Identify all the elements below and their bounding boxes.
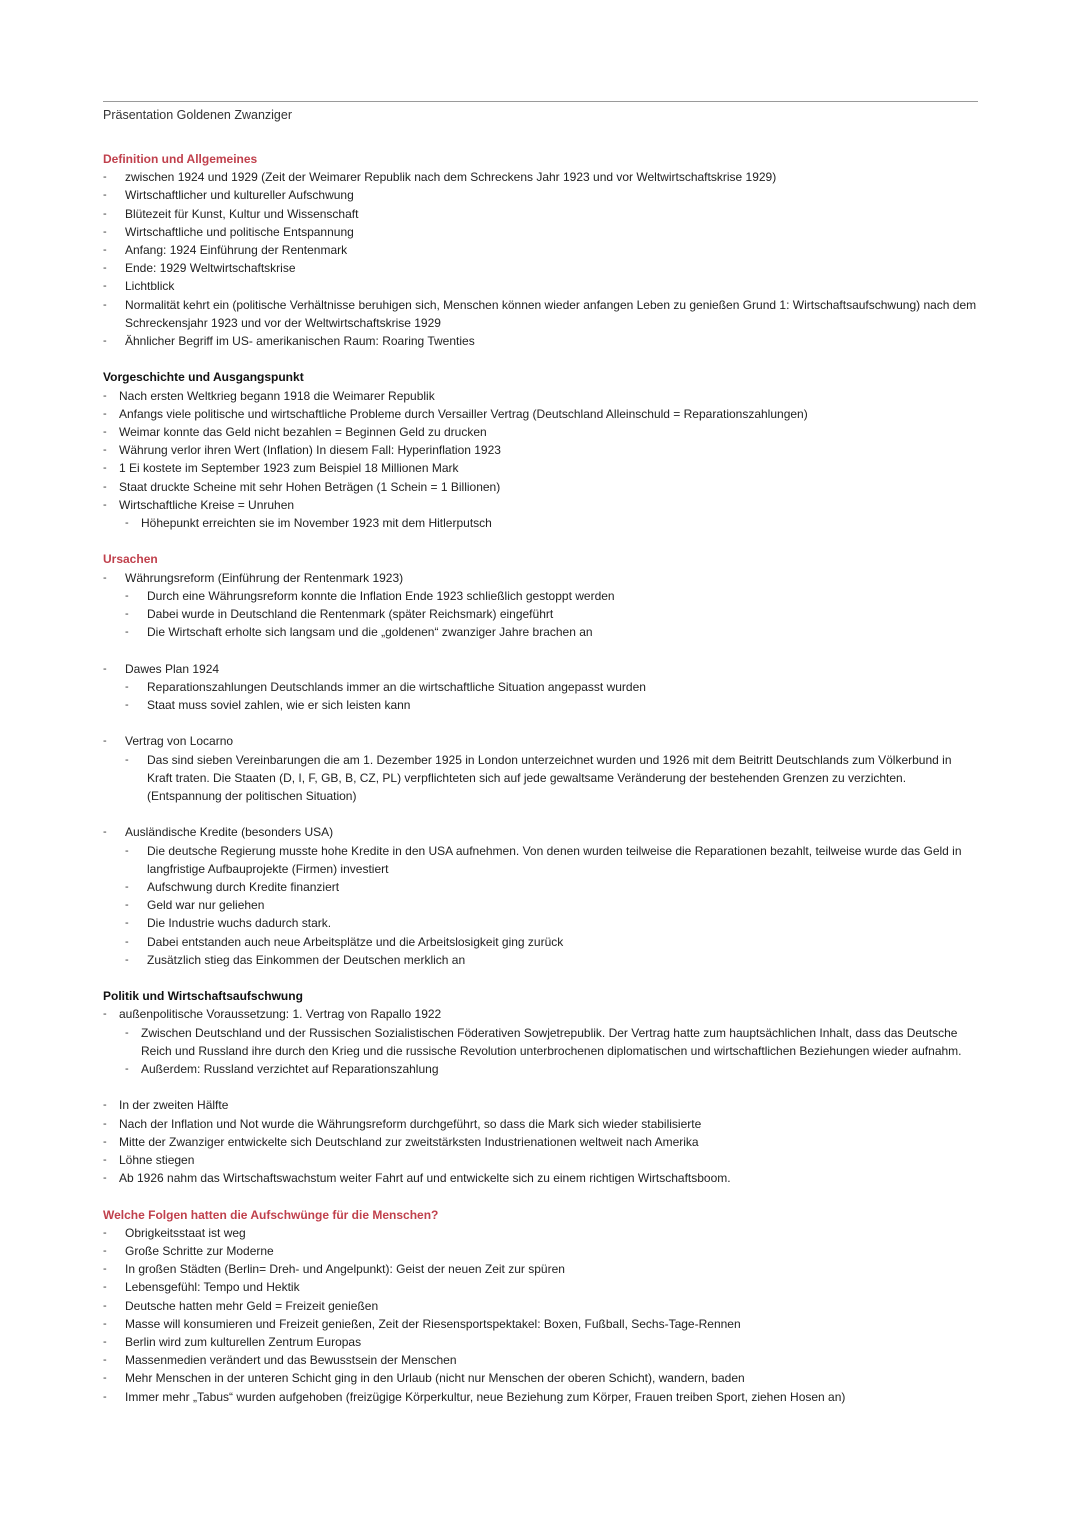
list-item — [103, 660, 978, 678]
list-item — [103, 514, 978, 532]
dash-bullet-icon: - — [125, 626, 129, 639]
list-item — [103, 1278, 978, 1296]
list-item — [103, 933, 978, 951]
list-item-text: Durch eine Währungsreform konnte die Inflation Ende 1923 schließlich gestoppt werden — [147, 588, 615, 603]
dash-bullet-icon: - — [103, 389, 107, 402]
list-item-text: Zwischen Deutschland und der Russischen Sozialistischen Föderativen Sowjetrepublik. Der Vertrag hatte zum hauptsächlichen Inhalt, dass das Deutsche Reich und Russland ihre durch den Krieg und die russische Revolution unterbrochenen diplomatischen und wirtschaftlichen Beziehungen wieder aufnahm. — [141, 1025, 962, 1058]
list-item-text: Vertrag von Locarno — [125, 734, 234, 749]
list-item — [103, 678, 978, 696]
dash-bullet-icon: - — [103, 1317, 107, 1330]
list-item — [103, 459, 978, 477]
dash-bullet-icon: - — [103, 244, 107, 256]
list-item — [103, 914, 978, 932]
list-item — [103, 587, 978, 605]
dash-bullet-icon: - — [103, 171, 107, 184]
list-item-text: Das sind sieben Vereinbarungen die am 1. Dezember 1925 in London unterzeichnet wurden und 1926 mit dem Beitritt Deutschlands zum Völkerbund in Kraft traten. Die Staaten (D, I, F, GB, B, CZ, PL) verpflichteten sich auf jede gewaltsame Veränderung der bestehenden Grenzen zu verzichten. (Entspannung der politischen Situation) — [147, 752, 952, 803]
list-item — [103, 223, 978, 241]
list-item-text: Ab 1926 nahm das Wirtschaftswachstum weiter Fahrt auf und entwickelte sich zu einem richtigen Wirtschaftsboom. — [119, 1171, 731, 1186]
list-item-text: Obrigkeitsstaat ist weg — [125, 1225, 246, 1240]
dash-bullet-icon: - — [103, 662, 107, 675]
list-item-text: Weimar konnte das Geld nicht bezahlen = Beginnen Geld zu drucken — [119, 425, 487, 439]
list-item-text: Berlin wird zum kulturellen Zentrum Europas — [125, 1335, 362, 1349]
dash-bullet-icon: - — [125, 608, 129, 620]
list-item — [103, 496, 978, 514]
list-item-text: Zusätzlich stieg das Einkommen der Deutschen merklich an — [147, 952, 466, 967]
list-item — [103, 277, 978, 295]
section-heading: Politik und Wirtschaftsaufschwung — [103, 989, 303, 1004]
section-heading: Welche Folgen hatten die Aufschwünge für die Menschen? — [103, 1207, 439, 1222]
list-item-text: außenpolitische Voraussetzung: 1. Vertrag von Rapallo 1922 — [119, 1007, 442, 1022]
dash-bullet-icon: - — [125, 589, 129, 602]
list-item — [103, 1242, 978, 1260]
list-item-text: Staat muss soviel zahlen, wie er sich leisten kann — [147, 698, 411, 712]
list-item-text: Immer mehr „Tabus“ wurden aufgehoben (freizügige Körperkultur, neue Beziehung zum Körper, Frauen treiben Sport, ziehen Hosen an) — [125, 1389, 846, 1404]
dash-bullet-icon: - — [125, 753, 129, 766]
list-item — [103, 296, 978, 332]
list-item — [103, 332, 978, 350]
paragraph-gap — [103, 805, 978, 823]
list-item-text: Die Industrie wuchs dadurch stark. — [147, 916, 332, 931]
list-item — [103, 168, 978, 186]
dash-bullet-icon: - — [103, 225, 107, 238]
list-item — [103, 1224, 978, 1242]
list-item-text: Masse will konsumieren und Freizeit genießen, Zeit der Riesensportspektakel: Boxen, Fußball, Sechs-Tage-Rennen — [125, 1316, 741, 1331]
dash-bullet-icon: - — [103, 1354, 107, 1367]
list-item — [103, 1388, 978, 1406]
dash-bullet-icon: - — [103, 571, 107, 584]
dash-bullet-icon: - — [103, 1172, 107, 1185]
list-item — [103, 823, 978, 841]
dash-bullet-icon: - — [103, 1390, 107, 1403]
paragraph-gap — [103, 1078, 978, 1096]
paragraph-gap — [103, 714, 978, 732]
list-item — [103, 1351, 978, 1369]
dash-bullet-icon: - — [103, 498, 107, 511]
dash-bullet-icon: - — [125, 899, 129, 912]
dash-bullet-icon: - — [103, 189, 107, 202]
list-item — [103, 1115, 978, 1133]
list-item — [103, 1133, 978, 1151]
header-rule — [103, 101, 978, 102]
list-item-text: Reparationszahlungen Deutschlands immer an die wirtschaftliche Situation angepasst wurden — [147, 679, 646, 694]
dash-bullet-icon: - — [103, 1117, 107, 1130]
dash-bullet-icon: - — [103, 735, 107, 748]
dash-bullet-icon: - — [103, 1135, 107, 1148]
dash-bullet-icon: - — [125, 680, 129, 693]
list-item-text: Löhne stiegen — [119, 1153, 195, 1167]
list-item-text: Außerdem: Russland verzichtet auf Reparationszahlung — [141, 1062, 439, 1076]
list-item — [103, 259, 978, 277]
dash-bullet-icon: - — [103, 1154, 107, 1166]
section-heading: Definition und Allgemeines — [103, 152, 258, 166]
dash-bullet-icon: - — [103, 335, 107, 348]
list-item — [103, 751, 978, 806]
list-item-text: Aufschwung durch Kredite finanziert — [147, 880, 340, 894]
list-item-text: Lebensgefühl: Tempo und Hektik — [125, 1280, 300, 1295]
dash-bullet-icon: - — [125, 517, 129, 530]
dash-bullet-icon: - — [103, 207, 107, 220]
dash-bullet-icon: - — [125, 1063, 129, 1075]
dash-bullet-icon: - — [103, 444, 107, 457]
list-item — [103, 569, 978, 587]
dash-bullet-icon: - — [125, 699, 129, 711]
dash-bullet-icon: - — [103, 298, 107, 311]
list-item — [103, 1369, 978, 1387]
list-item-text: Ähnlicher Begriff im US- amerikanischen Raum: Roaring Twenties — [125, 334, 475, 349]
list-item-text: Ausländische Kredite (besonders USA) — [125, 825, 334, 840]
list-item — [103, 696, 978, 714]
document-title: Präsentation Goldenen Zwanziger — [103, 108, 293, 122]
dash-bullet-icon: - — [103, 462, 107, 475]
list-item — [103, 1260, 978, 1278]
list-item-text: In großen Städten (Berlin= Dreh- und Angelpunkt): Geist der neuen Zeit zur spüren — [125, 1262, 565, 1277]
list-item-text: Ende: 1929 Weltwirtschaftskrise — [125, 261, 296, 276]
list-item-text: Staat druckte Scheine mit sehr Hohen Beträgen (1 Schein = 1 Billionen) — [119, 479, 501, 494]
section-gap — [103, 969, 978, 987]
list-item-text: Wirtschaftliche Kreise = Unruhen — [119, 497, 295, 512]
dash-bullet-icon: - — [103, 426, 107, 438]
dash-bullet-icon: - — [103, 262, 107, 275]
list-item — [103, 878, 978, 896]
list-item-text: Währung verlor ihren Wert (Inflation) In diesem Fall: Hyperinflation 1923 — [119, 443, 501, 458]
list-item — [103, 1060, 978, 1078]
list-item — [103, 605, 978, 623]
section-heading: Ursachen — [103, 552, 158, 567]
dash-bullet-icon: - — [125, 953, 129, 966]
paragraph-gap — [103, 641, 978, 659]
list-item-text: Die deutsche Regierung musste hohe Kredite in den USA aufnehmen. Von denen wurden teilweise die Reparationen bezahlt, teilweise wurde das Geld in langfristige Aufbauprojekte (Firmen) investiert — [147, 843, 962, 876]
section-gap — [103, 532, 978, 550]
dash-bullet-icon: - — [103, 1336, 107, 1348]
list-item-text: Mitte der Zwanziger entwickelte sich Deutschland zur zweitstärksten Industrienationen weltweit nach Amerika — [119, 1134, 699, 1149]
dash-bullet-icon: - — [103, 1299, 107, 1312]
list-item-text: Anfangs viele politische und wirtschaftliche Probleme durch Versailler Vertrag (Deutschland Alleinschuld = Reparationszahlungen) — [119, 406, 808, 421]
dash-bullet-icon: - — [103, 1008, 107, 1021]
list-item — [103, 1169, 978, 1187]
dash-bullet-icon: - — [125, 917, 129, 930]
list-item-text: Höhepunkt erreichten sie im November 1923 mit dem Hitlerputsch — [141, 516, 492, 531]
list-item-text: Große Schritte zur Moderne — [125, 1243, 274, 1258]
list-item — [103, 1096, 978, 1114]
list-item — [103, 842, 978, 878]
list-item-text: Mehr Menschen in der unteren Schicht ging in den Urlaub (nicht nur Menschen der oberen Schicht), wandern, baden — [125, 1371, 745, 1386]
dash-bullet-icon: - — [103, 826, 107, 839]
list-item — [103, 441, 978, 459]
list-item-text: Die Wirtschaft erholte sich langsam und die „goldenen“ zwanziger Jahre brachen an — [147, 625, 593, 640]
list-item-text: zwischen 1924 und 1929 (Zeit der Weimarer Republik nach dem Schreckens Jahr 1923 und vor Weltwirtschaftskrise 1929) — [125, 170, 777, 185]
dash-bullet-icon: - — [103, 280, 107, 293]
dash-bullet-icon: - — [103, 1226, 107, 1239]
dash-bullet-icon: - — [103, 1099, 107, 1112]
list-item-text: Lichtblick — [125, 279, 175, 294]
list-item-text: Geld war nur geliehen — [147, 898, 265, 913]
dash-bullet-icon: - — [103, 1281, 107, 1294]
list-item-text: Anfang: 1924 Einführung der Rentenmark — [125, 243, 348, 257]
list-item — [103, 1005, 978, 1023]
dash-bullet-icon: - — [103, 480, 107, 493]
list-item — [103, 186, 978, 204]
list-item-text: 1 Ei kostete im September 1923 zum Beispiel 18 Millionen Mark — [119, 461, 459, 476]
dash-bullet-icon: - — [103, 1372, 107, 1385]
list-item-text: Deutsche hatten mehr Geld = Freizeit genießen — [125, 1298, 379, 1313]
list-item-text: Dabei entstanden auch neue Arbeitsplätze und die Arbeitslosigkeit ging zurück — [147, 934, 564, 949]
list-item — [103, 1315, 978, 1333]
section-heading: Vorgeschichte und Ausgangspunkt — [103, 370, 304, 385]
dash-bullet-icon: - — [125, 935, 129, 948]
list-item — [103, 387, 978, 405]
list-item — [103, 623, 978, 641]
list-item-text: In der zweiten Hälfte — [119, 1098, 229, 1113]
dash-bullet-icon: - — [103, 1244, 107, 1257]
list-item-text: Normalität kehrt ein (politische Verhältnisse beruhigen sich, Menschen können wieder anfangen Leben zu genießen Grund 1: Wirtschaftsaufschwung) nach dem Schreckensjahr 1923 und vor der Weltwirtschaftskrise 1929 — [125, 297, 977, 330]
list-item — [103, 1151, 978, 1169]
dash-bullet-icon: - — [103, 1263, 107, 1276]
document-body — [103, 150, 978, 1406]
list-item — [103, 951, 978, 969]
list-item — [103, 405, 978, 423]
list-item-text: Blütezeit für Kunst, Kultur und Wissenschaft — [125, 206, 359, 221]
list-item-text: Massenmedien verändert und das Bewusstsein der Menschen — [125, 1353, 457, 1368]
list-item — [103, 1333, 978, 1351]
list-item — [103, 205, 978, 223]
list-item — [103, 1024, 978, 1060]
list-item-text: Währungsreform (Einführung der Rentenmark 1923) — [125, 570, 404, 585]
list-item-text: Dabei wurde in Deutschland die Rentenmark (später Reichsmark) eingeführt — [147, 607, 554, 621]
list-item — [103, 1297, 978, 1315]
list-item-text: Nach ersten Weltkrieg begann 1918 die Weimarer Republik — [119, 388, 435, 403]
dash-bullet-icon: - — [103, 407, 107, 420]
dash-bullet-icon: - — [125, 881, 129, 893]
list-item — [103, 423, 978, 441]
section-gap — [103, 350, 978, 368]
list-item — [103, 241, 978, 259]
list-item — [103, 478, 978, 496]
list-item — [103, 896, 978, 914]
dash-bullet-icon: - — [125, 844, 129, 857]
list-item-text: Wirtschaftliche und politische Entspannung — [125, 224, 354, 239]
section-gap — [103, 1187, 978, 1205]
dash-bullet-icon: - — [125, 1026, 129, 1039]
list-item-text: Wirtschaftlicher und kultureller Aufschwung — [125, 188, 354, 203]
list-item — [103, 732, 978, 750]
list-item-text: Nach der Inflation und Not wurde die Währungsreform durchgeführt, so dass die Mark sich wieder stabilisierte — [119, 1116, 702, 1131]
list-item-text: Dawes Plan 1924 — [125, 661, 220, 676]
